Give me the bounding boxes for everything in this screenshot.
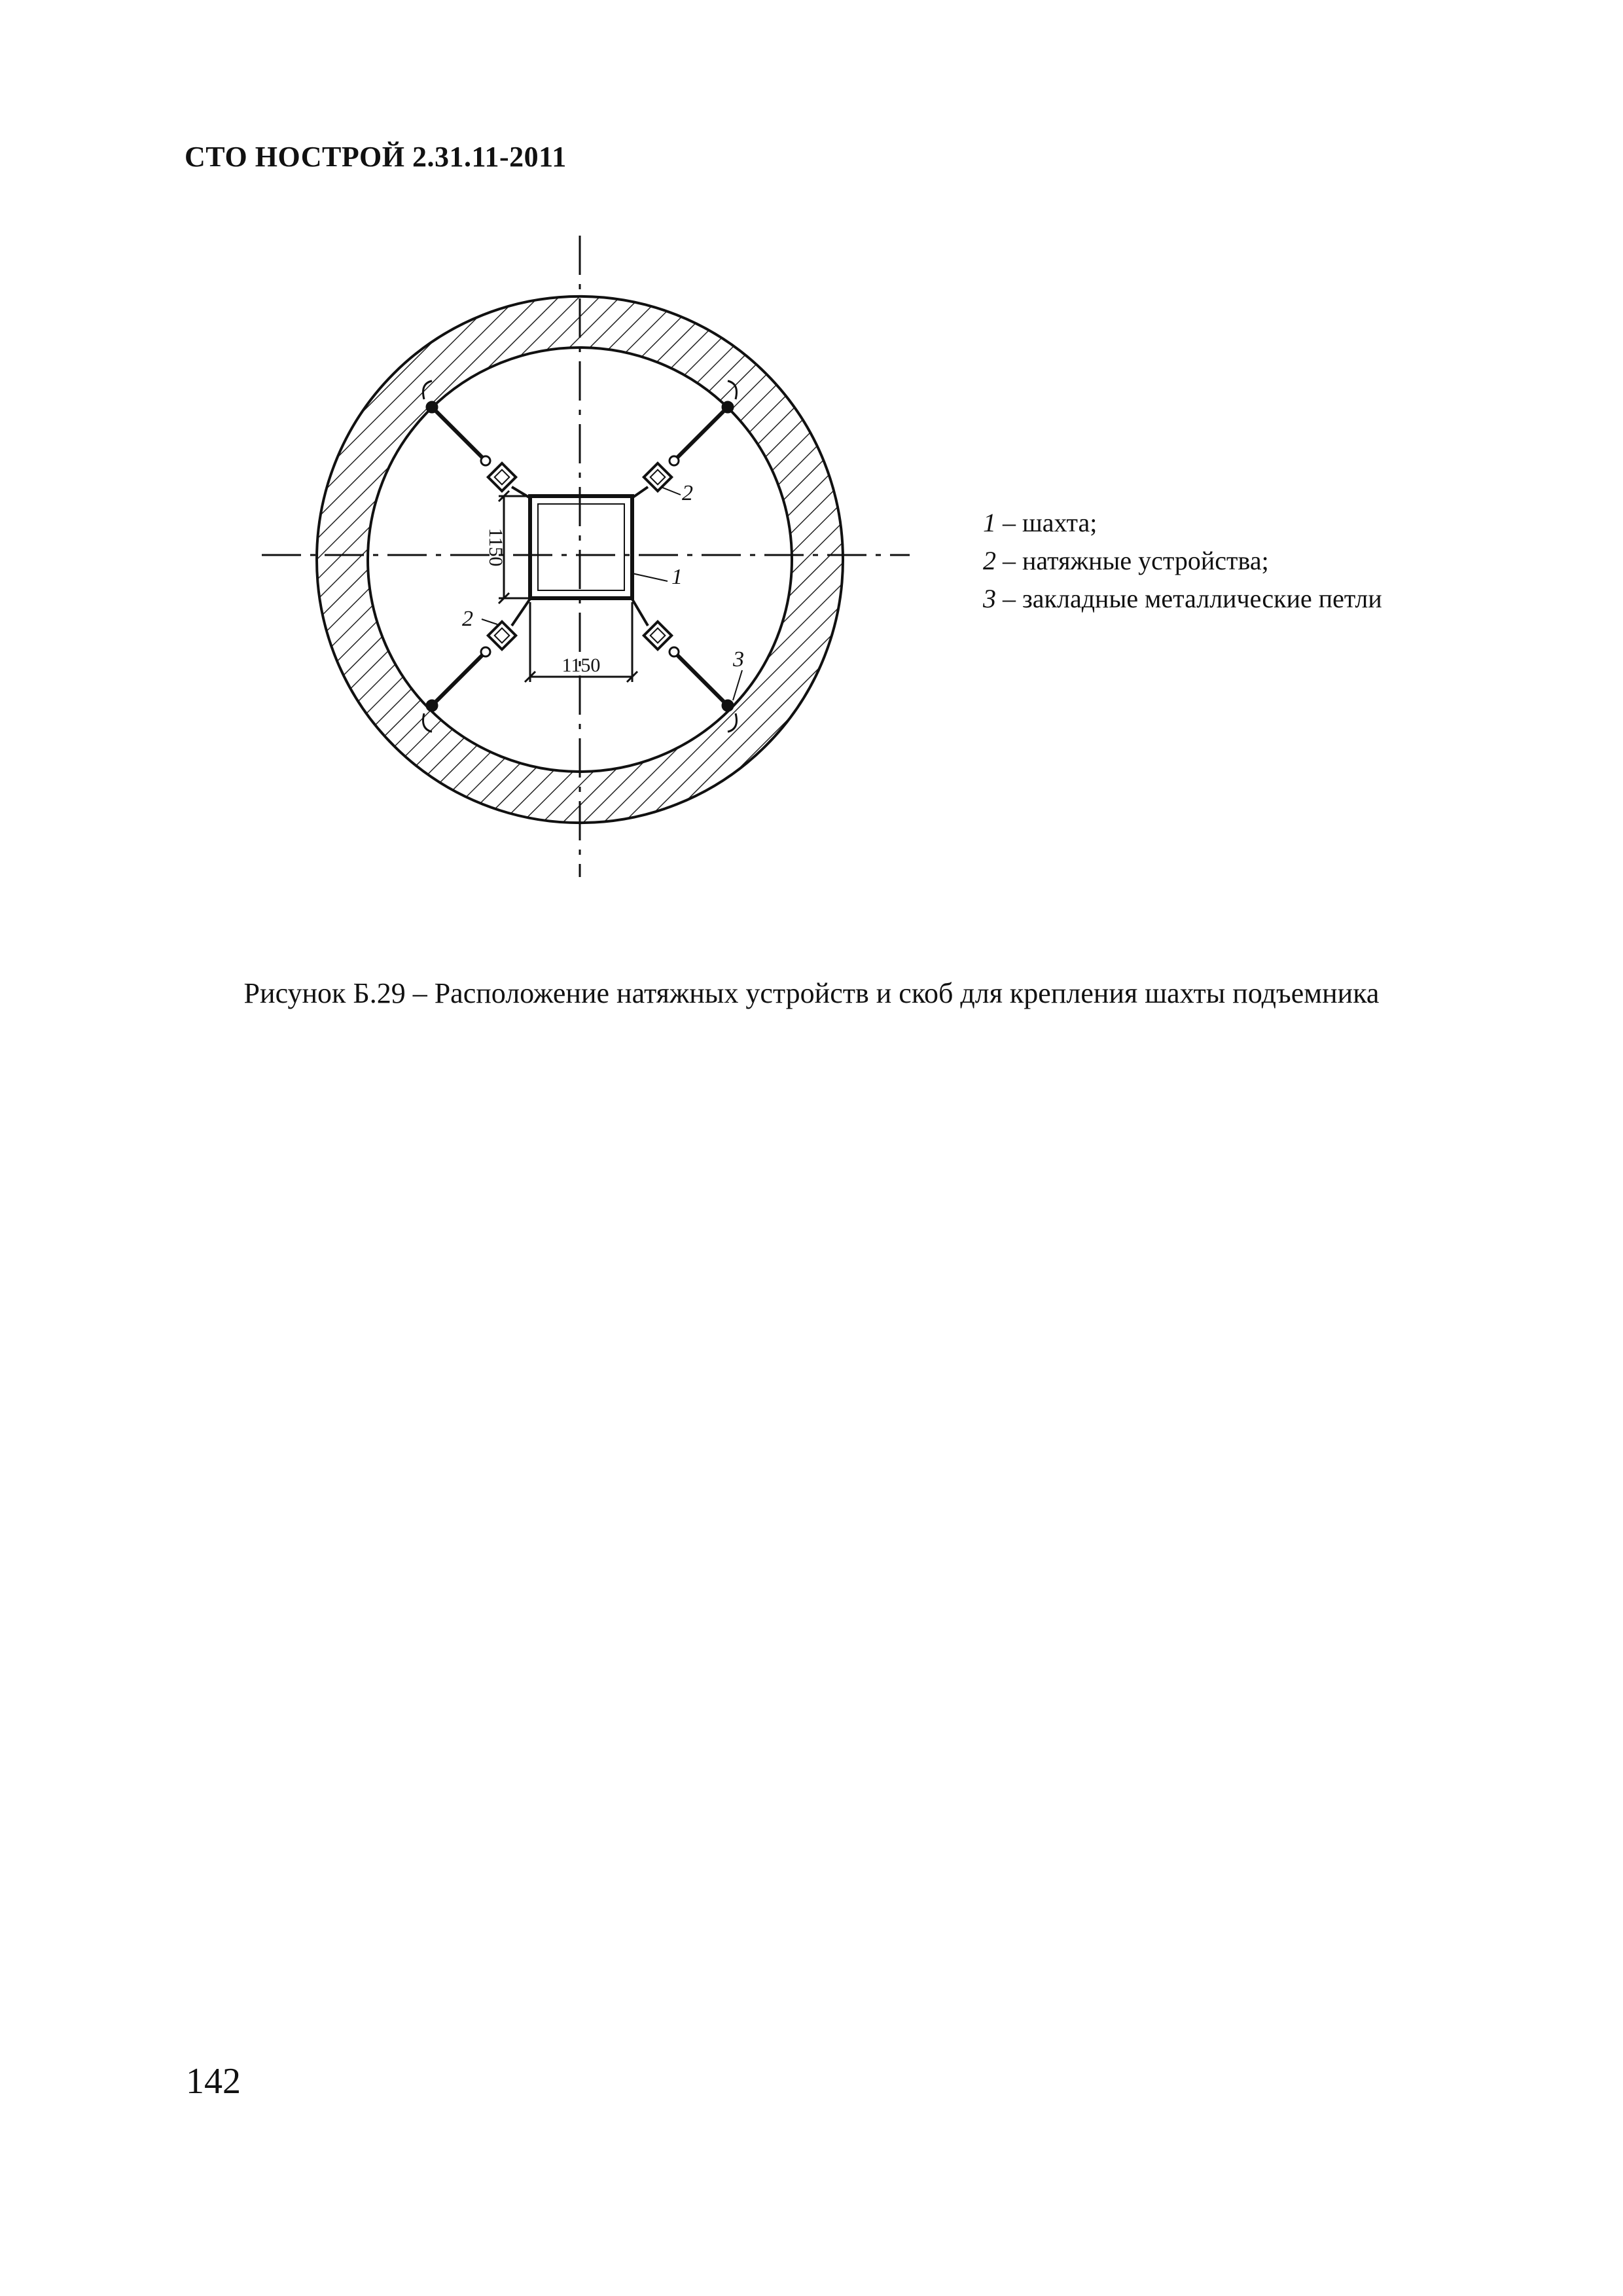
callout-loop: 3 [733,647,744,672]
shaft-square [530,496,632,598]
dimension-vertical-label: 1150 [485,528,507,567]
callout-tensioner-left: 2 [462,607,473,631]
legend-item-tensioners: 2 – натяжные устройства; [983,546,1269,575]
page-number: 142 [186,2061,241,2102]
legend-item-loops: 3 – закладные металлические петли [983,584,1382,613]
figure-legend [983,504,1382,618]
legend-item-shaft: 1 – шахта; [983,508,1097,537]
guy-cable-top-left [432,407,531,499]
figure-caption: Рисунок Б.29 – Расположение натяжных устройств и скоб для крепления шахты подъемника [243,977,1380,1009]
document-header: СТО НОСТРОЙ 2.31.11-2011 [185,141,567,173]
guy-cable-bottom-left [432,597,531,706]
callout-shaft: 1 [671,565,683,589]
shaft-mounting-drawing [0,0,1623,916]
dimension-horizontal-label: 1150 [562,655,601,676]
callout-leaders [482,487,742,700]
guy-cable-top-right [631,407,728,499]
guy-cable-bottom-right [631,597,728,706]
callout-tensioner-top: 2 [682,481,693,505]
